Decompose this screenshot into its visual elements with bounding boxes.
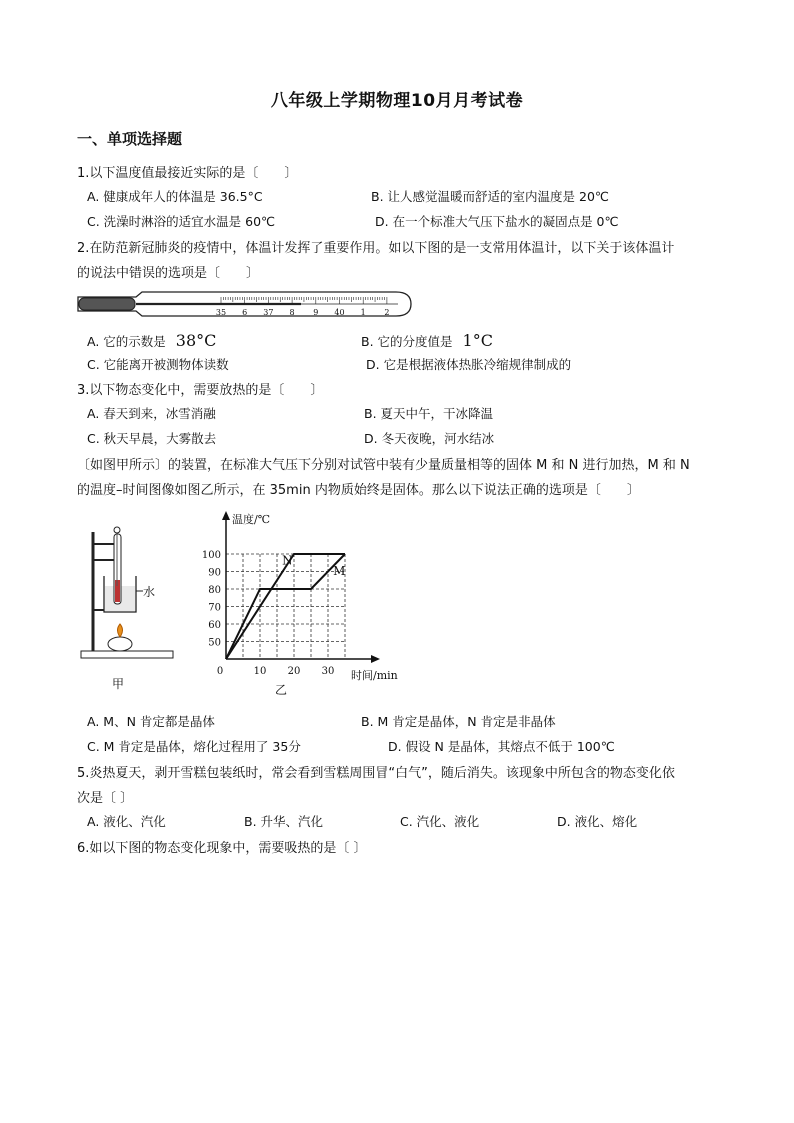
q3-option-b: B. 夏天中午，干冰降温 (364, 406, 494, 421)
question-2-stem-line1: 2.在防范新冠肺炎的疫情中，体温计发挥了重要作用。如以下图的是一支常用体温计，以下关于该体温计 (77, 241, 675, 256)
q1-option-c: C. 洗澡时淋浴的适宜水温是 60℃ (87, 214, 276, 229)
thermometer-tick-label: 35 (215, 308, 227, 317)
q5-option-a: A. 液化、汽化 (87, 814, 166, 829)
x-tick-label: 20 (287, 666, 301, 677)
question-5-stem-line2: 次是〔 〕 (77, 791, 134, 806)
q2-option-b (361, 331, 493, 350)
x-tick-label: 30 (321, 666, 335, 677)
thermometer-tick-label: 8 (289, 308, 295, 317)
figure-yi-caption: 乙 (275, 683, 288, 696)
question-1-stem: 1.以下温度值最接近实际的是〔 〕 (77, 166, 298, 181)
chart-axes (222, 511, 380, 663)
thermometer-tick-label: 2 (384, 308, 390, 317)
page-title: 八年级上学期物理10月月考试卷 (270, 91, 524, 111)
thermometer-tick-label: 37 (263, 308, 274, 317)
water-label: 水 (143, 585, 156, 599)
thermometer-figure (76, 287, 416, 321)
thermometer-tick-label: 9 (313, 308, 319, 317)
temperature-time-chart (196, 506, 416, 696)
q2-option-b-value: 1°C (462, 331, 493, 350)
q5-option-b: B. 升华、汽化 (244, 814, 324, 829)
test-tube (114, 527, 121, 604)
q5-option-c: C. 汽化、液化 (400, 814, 480, 829)
y-axis-arrow (222, 511, 230, 520)
question-3-stem: 3.以下物态变化中，需要放热的是〔 〕 (77, 383, 324, 398)
q2-option-a-value: 38°C (175, 331, 217, 350)
chart-grid (226, 554, 345, 659)
x-tick-label: 10 (253, 666, 267, 677)
thermometer-tick-label: 6 (242, 308, 248, 317)
y-tick-label: 90 (208, 567, 221, 579)
thermometer-tick-label: 1 (360, 308, 366, 317)
question-6-stem: 6.如以下图的物态变化现象中，需要吸热的是〔 〕 (77, 841, 367, 856)
q3-option-d: D. 冬天夜晚，河水结冰 (364, 431, 495, 446)
q4-option-b: B. M 肯定是晶体，N 肯定是非晶体 (361, 714, 556, 729)
q3-option-c: C. 秋天早晨，大雾散去 (87, 431, 217, 446)
q5-option-d: D. 液化、熔化 (557, 814, 638, 829)
q2-option-a (87, 331, 216, 350)
x-axis-label: 时间/min (351, 669, 398, 682)
chart-labels (202, 512, 398, 696)
y-tick-label: 70 (208, 602, 221, 614)
y-tick-label: 60 (208, 620, 221, 631)
question-5-stem-line1: 5.炎热夏天，剥开雪糕包装纸时，常会看到雪糕周围冒“白气”，随后消失。该现象中所包含的物态变化依 (77, 766, 675, 781)
q2-option-d: D. 它是根据液体热胀冷缩规律制成的 (366, 357, 572, 372)
x-tick-label: 0 (216, 666, 224, 677)
q2-option-b-text: B. 它的分度值是 (361, 334, 453, 349)
q2-option-c: C. 它能离开被测物体读数 (87, 357, 229, 372)
heating-apparatus-figure (76, 526, 186, 701)
question-4-stem-line2: 的温度–时间图像如图乙所示，在 35min 内物质始终是固体。那么以下说法正确的选项是〔 〕 (77, 483, 640, 498)
thermometer-tick-label: 40 (334, 308, 345, 317)
q4-option-c: C. M 肯定是晶体，熔化过程用了 35分 (87, 739, 301, 754)
x-axis-arrow (371, 655, 380, 663)
q1-option-b: B. 让人感觉温暖而舒适的室内温度是 20℃ (371, 189, 609, 204)
series-label-M: M (333, 564, 346, 578)
q1-option-d: D. 在一个标准大气压下盐水的凝固点是 0℃ (375, 214, 619, 229)
y-tick-label: 80 (208, 585, 221, 596)
question-4-stem-line1: 〔如图甲所示〕的装置，在标准大气压下分别对试管中装有少量质量相等的固体 M 和 N 进行加热，M 和 N (77, 458, 690, 473)
q4-option-a: A. M、N 肯定都是晶体 (87, 714, 215, 729)
figure-jia-caption: 甲 (112, 677, 125, 691)
section-heading: 一、单项选择题 (77, 130, 183, 148)
y-tick-label: 100 (201, 550, 221, 561)
q3-option-a: A. 春天到来，冰雪消融 (87, 406, 216, 421)
alcohol-lamp (108, 624, 132, 651)
series-label-N: N (282, 553, 293, 568)
y-tick-label: 50 (208, 637, 221, 649)
q2-option-a-text: A. 它的示数是 (87, 334, 166, 349)
q4-option-d: D. 假设 N 是晶体，其熔点不低于 100℃ (388, 739, 615, 754)
y-axis-label: 温度/℃ (232, 513, 271, 526)
q1-option-a: A. 健康成年人的体温是 36.5°C (87, 189, 263, 204)
question-2-stem-line2: 的说法中错误的选项是〔 〕 (77, 266, 260, 281)
